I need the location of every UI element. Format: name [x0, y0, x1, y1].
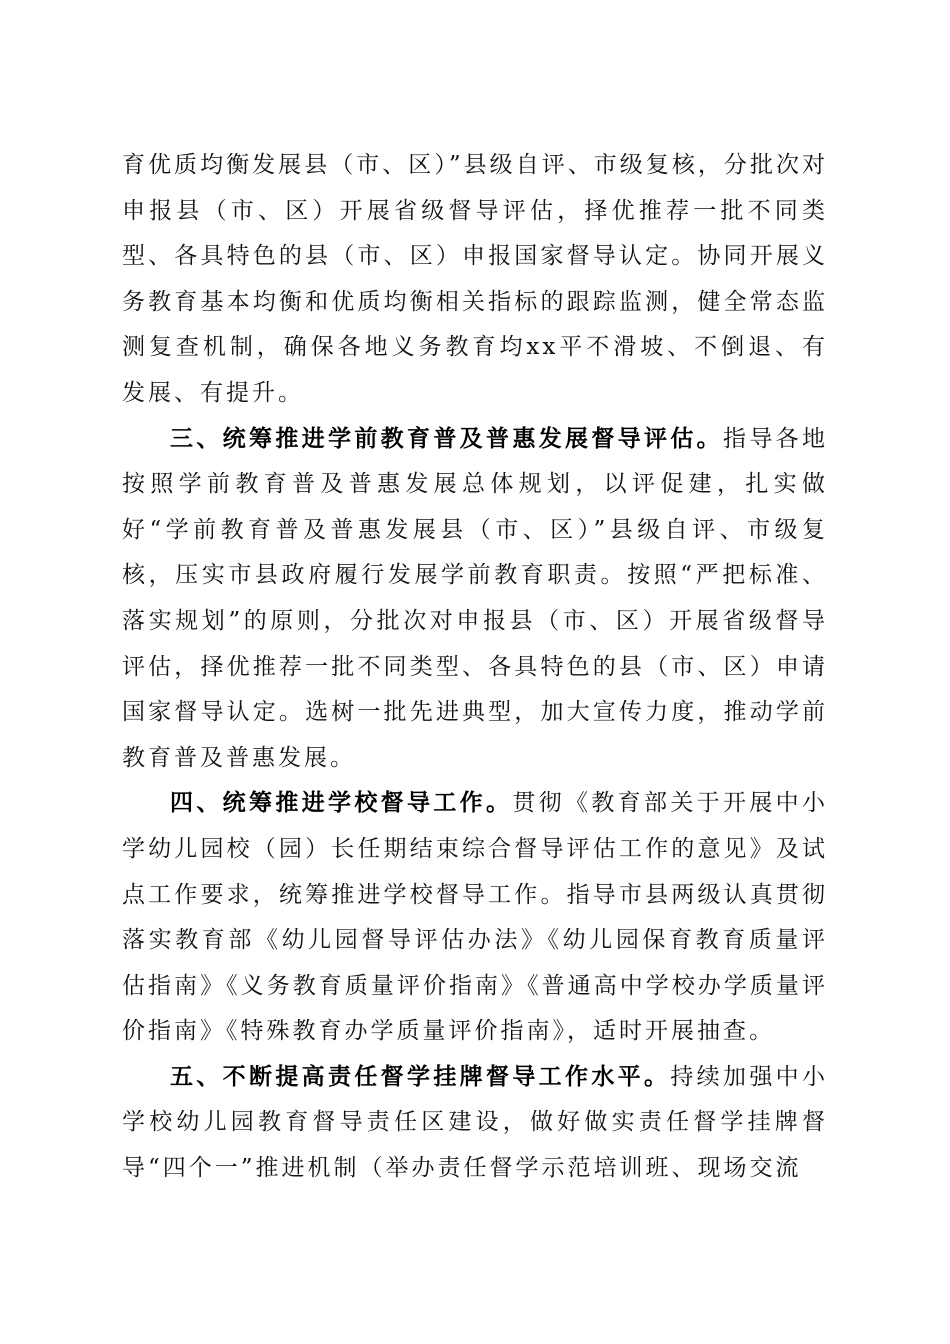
paragraph-text: 指导各地按照学前教育普及普惠发展总体规划，以评促建，扎实做好“学前教育普及普惠发展县（市、区）”县级自评、市级复核，压实市县政府履行发展学前教育职责。按照“严把标准、落实规划”的原则，分批次对申报县（市、区）开展省级督导评估，择优推荐一批不同类型、各具特色的县（市、区）申请国家督导认定。选树一批先进典型，加大宣传力度，推动学前教育普及普惠发展。 — [122, 425, 829, 771]
section-heading-five: 五、不断提高责任督学挂牌督导工作水平。 — [170, 1063, 671, 1090]
paragraph-preschool-supervision — [122, 417, 828, 782]
section-heading-four: 四、统筹推进学校督导工作。 — [170, 790, 513, 817]
paragraph-text: 育优质均衡发展县（市、区）”县级自评、市级复核，分批次对申报县（市、区）开展省级督导评估，择优推荐一批不同类型、各具特色的县（市、区）申报国家督导认定。协同开展义务教育基本均衡和优质均衡相关指标的跟踪监测，健全常态监测复查机制，确保各地义务教育均xx平不滑坡、不倒退、有发展、有提升。 — [122, 152, 828, 406]
section-heading-three: 三、统筹推进学前教育普及普惠发展督导评估。 — [170, 425, 723, 452]
paragraph-continuation — [122, 143, 828, 417]
paragraph-text: 持续加强中小学校幼儿园教育督导责任区建设，做好做实责任督学挂牌督导“四个一”推进机制（举办责任督学示范培训班、现场交流 — [122, 1063, 829, 1182]
paragraph-school-supervision — [122, 781, 828, 1055]
paragraph-responsible-inspector — [122, 1055, 828, 1192]
document-body — [122, 143, 828, 1192]
paragraph-text: 贯彻《教育部关于开展中小学幼儿园校（园）长任期结束综合督导评估工作的意见》及试点工作要求，统筹推进学校督导工作。指导市县两级认真贯彻落实教育部《幼儿园督导评估办法》《幼儿园保育教育质量评估指南》《义务教育质量评价指南》《普通高中学校办学质量评价指南》《特殊教育办学质量评价指南》，适时开展抽查。 — [122, 790, 829, 1045]
